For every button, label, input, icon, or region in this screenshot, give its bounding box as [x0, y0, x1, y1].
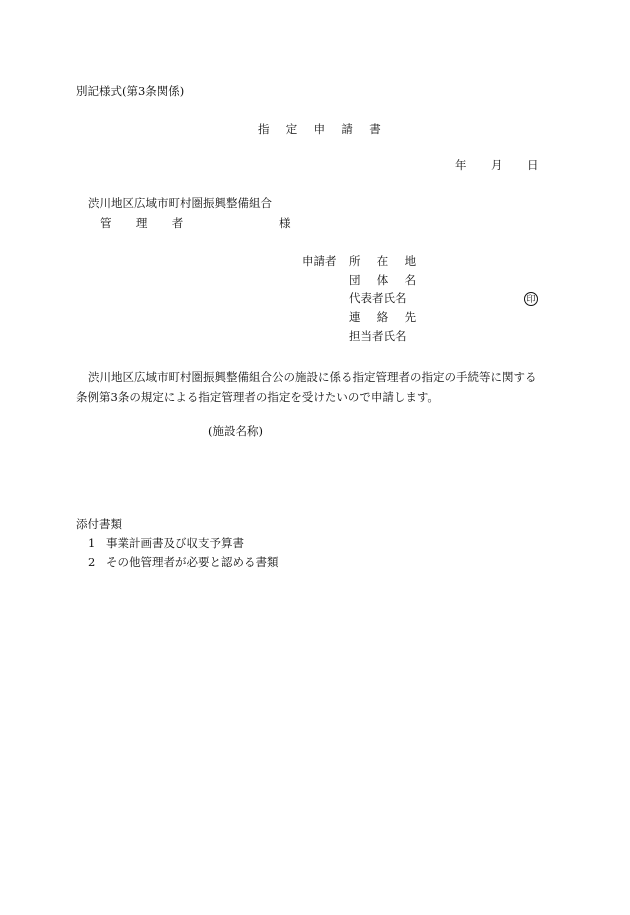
applicant-field-person-in-charge: 担当者氏名: [349, 329, 407, 343]
date-year-label: 年: [455, 158, 467, 172]
addressee-honorific: 様: [279, 216, 291, 230]
addressee-organization: 渋川地区広域市町村圏振興整備組合: [88, 196, 272, 210]
attachment-item-number: 1: [88, 536, 96, 550]
applicant-prefix: 申請者: [302, 254, 337, 268]
date-month-label: 月: [491, 158, 503, 172]
addressee-role: 管 理 者: [100, 216, 194, 230]
attachments-heading: 添付書類: [76, 517, 122, 531]
document-title: 指 定 申 請 書: [258, 122, 388, 136]
form-label: 別記様式(第3条関係): [76, 84, 185, 98]
date-day-label: 日: [527, 158, 539, 172]
attachment-item-text: 事業計画書及び収支予算書: [106, 536, 244, 550]
attachment-item-text: その他管理者が必要と認める書類: [106, 555, 279, 569]
applicant-field-contact: 連 絡 先: [349, 310, 423, 324]
facility-name-label: (施設名称): [208, 424, 263, 438]
applicant-field-representative-name: 代表者氏名: [349, 291, 407, 305]
applicant-field-address: 所 在 地: [349, 254, 423, 268]
seal-icon: 印: [524, 292, 538, 306]
statement-line-2: 条例第3条の規定による指定管理者の指定を受けたいので申請します。: [76, 390, 439, 404]
attachment-item-number: 2: [88, 555, 96, 569]
applicant-field-organization-name: 団 体 名: [349, 273, 423, 287]
statement-line-1: 渋川地区広域市町村圏振興整備組合公の施設に係る指定管理者の指定の手続等に関する: [88, 370, 537, 384]
application-statement: [76, 367, 560, 407]
